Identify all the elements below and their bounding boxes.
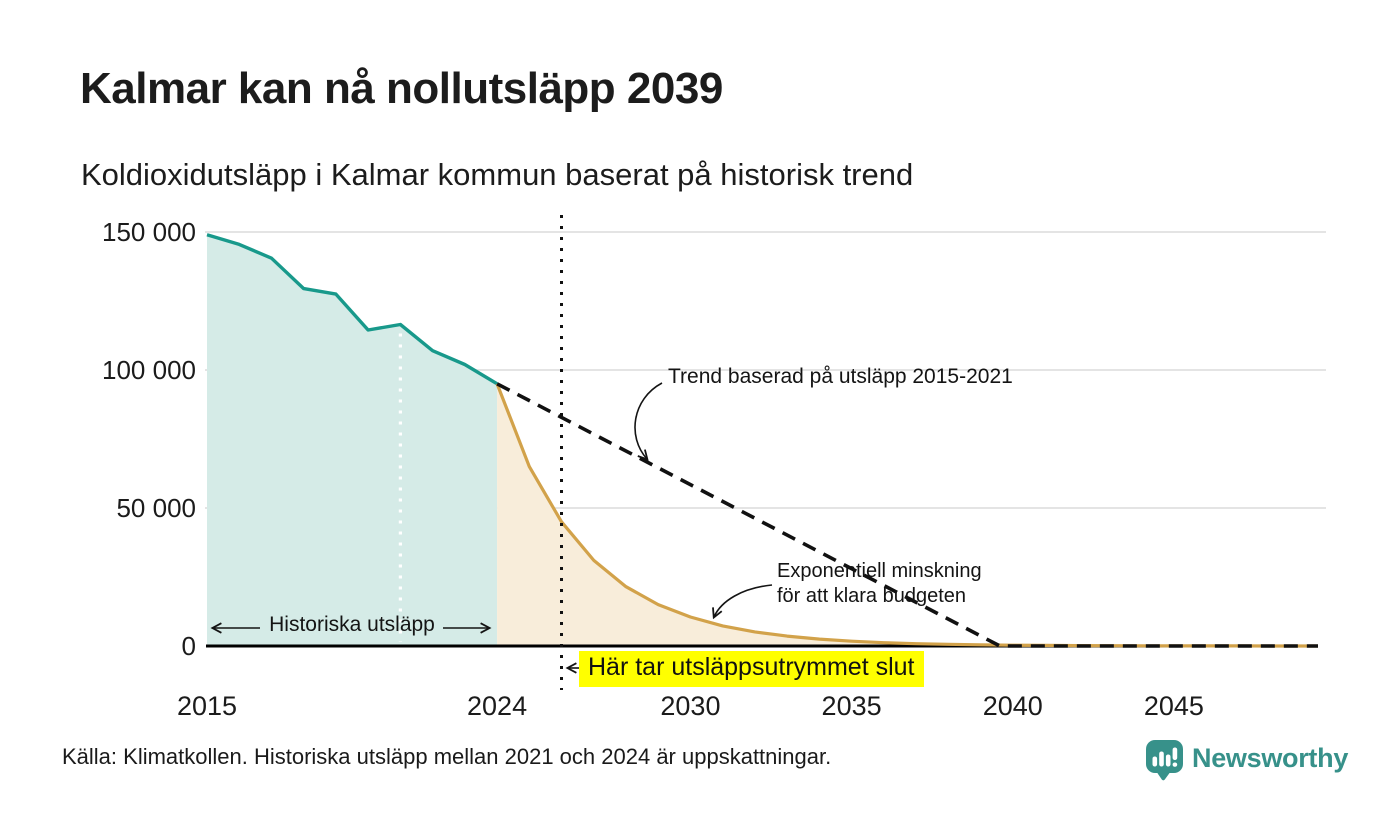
trend-annotation-label: Trend baserad på utsläpp 2015-2021 (668, 365, 1013, 388)
y-tick-0: 0 (181, 631, 196, 661)
x-tick-2040: 2040 (982, 691, 1043, 721)
budget-end-highlight-label: Här tar utsläppsutrymmet slut (579, 651, 924, 687)
exponential-annotation-line1: Exponentiell minskning (777, 560, 982, 582)
historical-range-label: Historiska utsläpp (269, 613, 435, 636)
source-note: Källa: Klimatkollen. Historiska utsläpp mellan 2021 och 2024 är uppskattningar. (62, 744, 832, 769)
x-tick-2035: 2035 (821, 691, 882, 721)
x-tick-2030: 2030 (660, 691, 721, 721)
x-tick-2015: 2015 (176, 691, 238, 721)
y-tick-150000: 150 000 (102, 217, 196, 247)
page-title: Kalmar kan nå nollutsläpp 2039 (80, 64, 723, 113)
x-tick-2024: 2024 (467, 691, 528, 721)
chart-subtitle: Koldioxidutsläpp i Kalmar kommun baserat på historisk trend (81, 157, 914, 192)
exponential-annotation-line2: för att klara budgeten (777, 585, 967, 607)
y-tick-100000: 100 000 (102, 355, 196, 385)
x-tick-2045: 2045 (1143, 691, 1204, 721)
newsworthy-logo-text: Newsworthy (1192, 743, 1349, 773)
y-tick-50000: 50 000 (116, 493, 196, 523)
